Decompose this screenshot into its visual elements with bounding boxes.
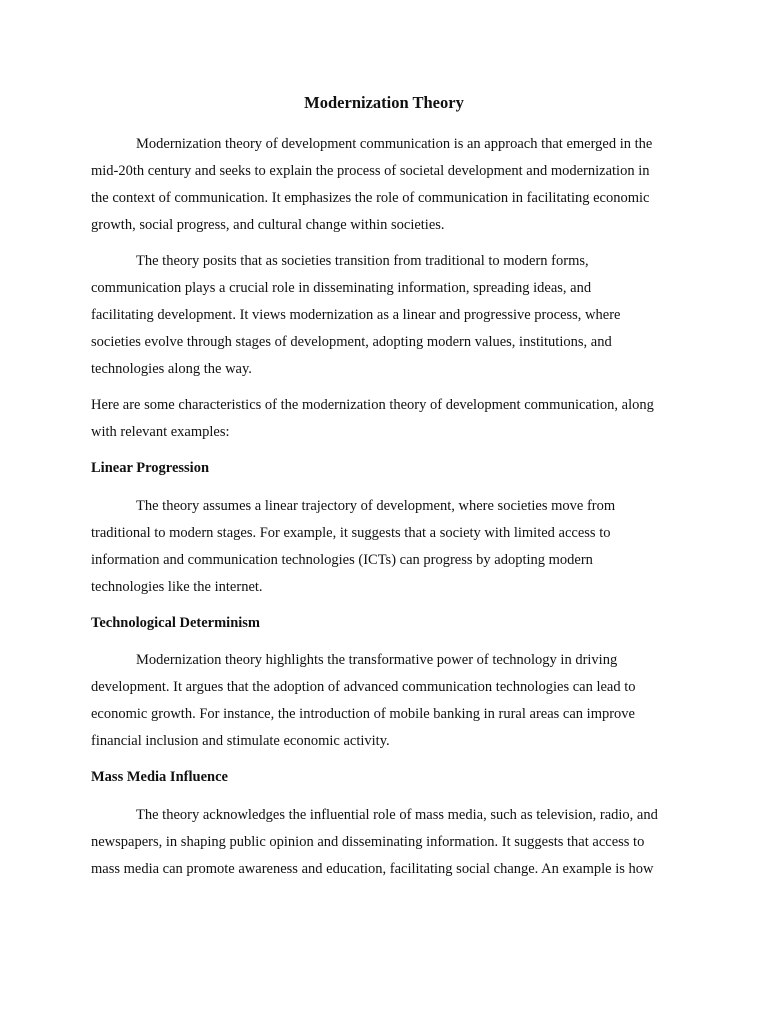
section-heading-technological-determinism: Technological Determinism xyxy=(91,615,261,631)
paragraph-line: economic growth. For instance, the introduction of mobile banking in rural areas can improve xyxy=(91,706,635,722)
paragraph-line: traditional to modern stages. For example, it suggests that a society with limited access to xyxy=(91,525,611,541)
paragraph-line: mass media can promote awareness and education, facilitating social change. An example is how xyxy=(91,861,654,877)
document-title: Modernization Theory xyxy=(304,93,464,112)
intro-paragraph-2 xyxy=(91,248,681,383)
paragraph-line: societies evolve through stages of development, adopting modern values, institutions, and xyxy=(91,334,612,350)
paragraph-line: technologies along the way. xyxy=(91,361,252,377)
paragraph-line: The theory posits that as societies transition from traditional to modern forms, xyxy=(136,253,589,269)
section-paragraph-technological-determinism xyxy=(91,647,681,755)
paragraph-line: technologies like the internet. xyxy=(91,579,263,595)
intro-paragraph-1 xyxy=(91,131,681,239)
paragraph-line: newspapers, in shaping public opinion and disseminating information. It suggests that access to xyxy=(91,834,645,850)
section-paragraph-mass-media-influence xyxy=(91,802,681,883)
section-heading-mass-media-influence: Mass Media Influence xyxy=(91,769,228,785)
paragraph-line: information and communication technologies (ICTs) can progress by adopting modern xyxy=(91,552,593,568)
paragraph-line: communication plays a crucial role in disseminating information, spreading ideas, and xyxy=(91,280,592,296)
paragraph-line: The theory assumes a linear trajectory of development, where societies move from xyxy=(136,498,616,514)
paragraph-line: with relevant examples: xyxy=(91,424,230,440)
paragraph-line: financial inclusion and stimulate economic activity. xyxy=(91,733,390,749)
paragraph-line: the context of communication. It emphasizes the role of communication in facilitating economic xyxy=(91,190,650,206)
intro-paragraph-3 xyxy=(91,392,681,446)
paragraph-line: The theory acknowledges the influential role of mass media, such as television, radio, and xyxy=(136,807,658,823)
paragraph-line: Modernization theory of development communication is an approach that emerged in the xyxy=(136,136,653,152)
paragraph-line: facilitating development. It views modernization as a linear and progressive process, where xyxy=(91,307,621,323)
paragraph-line: growth, social progress, and cultural change within societies. xyxy=(91,217,445,233)
section-heading-linear-progression: Linear Progression xyxy=(91,460,210,476)
paragraph-line: development. It argues that the adoption of advanced communication technologies can lead to xyxy=(91,679,636,695)
paragraph-line: Modernization theory highlights the transformative power of technology in driving xyxy=(136,652,618,668)
paragraph-line: Here are some characteristics of the modernization theory of development communication, along xyxy=(91,397,654,413)
section-paragraph-linear-progression xyxy=(91,493,681,601)
paragraph-line: mid-20th century and seeks to explain the process of societal development and modernization in xyxy=(91,163,650,179)
